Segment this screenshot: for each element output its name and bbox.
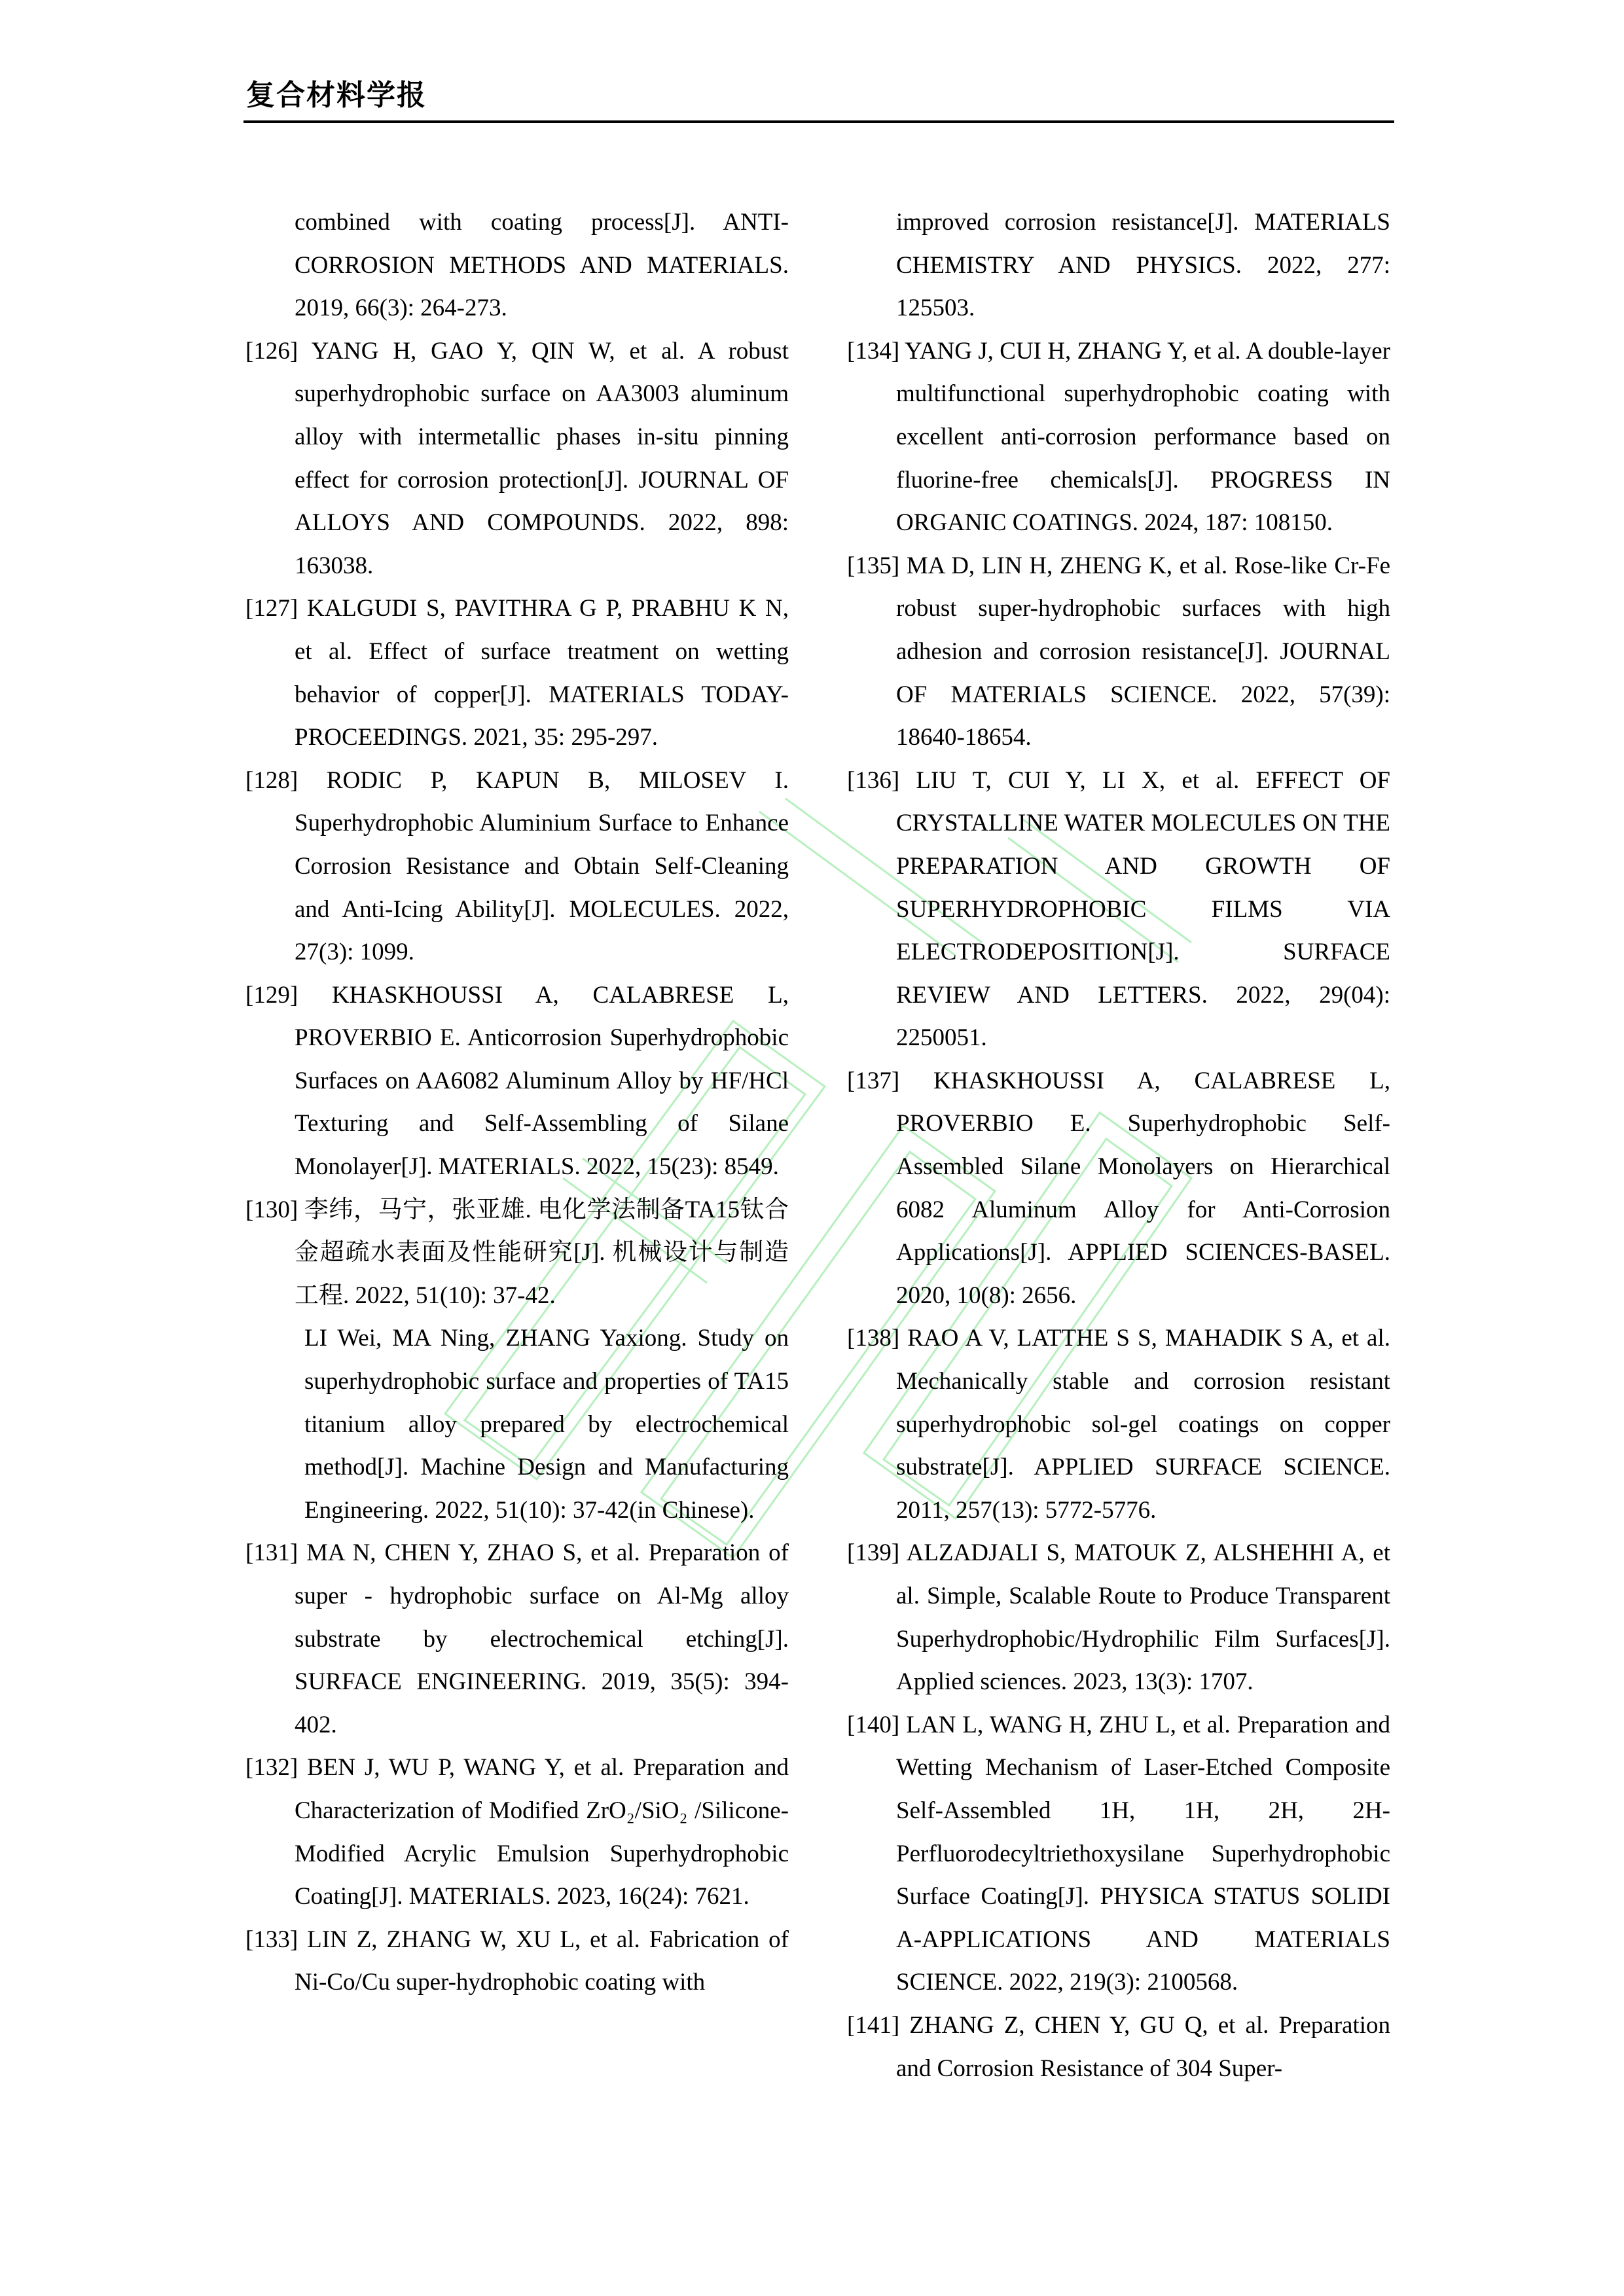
right-column [847,201,1390,2090]
reference-127 [245,587,789,759]
reference-text: LAN L, WANG H, ZHU L, et al. Preparation and Wetting Mechanism of Laser-Etched Composite Self-Assembled 1H, 1H, 2H, 2H-Perfluorodecyltriethoxysilane Superhydrophobic Surface Coating[J]. PHYSICA STATUS SOLIDI A-APPLICATIONS AND MATERIALS SCIENCE. 2022, 219(3): 2100568. [896,1711,1391,1996]
reference-137 [847,1060,1390,1318]
reference-text: YANG H, GAO Y, QIN W, et al. A robust superhydrophobic surface on AA3003 aluminum alloy with intermetallic phases in-situ pinning effect for corrosion protection[J]. JOURNAL OF ALLOYS AND COMPOUNDS. 2022, 898: 163038. [295,337,789,579]
reference-text: KHASKHOUSSI A, CALABRESE L, PROVERBIO E. Superhydrophobic Self-Assembled Silane Monolayers on Hierarchical 6082 Aluminum Alloy for Anti-Corrosion Applications[J]. APPLIED SCIENCES-BASEL. 2020, 10(8): 2656. [896,1067,1391,1309]
reference-131 [245,1532,789,1746]
reference-number: [135] [847,552,900,579]
reference-text: ALZADJALI S, MATOUK Z, ALSHEHHI A, et al. Simple, Scalable Route to Produce Transparent Superhydrophobic/Hydrophilic Film Surfaces[J]. Applied sciences. 2023, 13(3): 1707. [896,1539,1390,1696]
reference-continued-top-left [245,201,789,330]
reference-136 [847,759,1390,1060]
reference-129 [245,974,789,1189]
reference-number: [136] [847,766,900,794]
reference-continued-top-right [847,201,1390,330]
reference-130 [245,1189,789,1318]
reference-text: KHASKHOUSSI A, CALABRESE L, PROVERBIO E. Anticorrosion Superhydrophobic Surfaces on AA6082 Aluminum Alloy by HF/HCl Texturing and Self-Assembling of Silane Monolayer[J]. MATERIALS. 2022, 15(23): 8549. [295,981,789,1181]
reference-text: ZHANG Z, CHEN Y, GU Q, et al. Preparation and Corrosion Resistance of 304 Super- [896,2011,1391,2082]
reference-135 [847,545,1390,759]
reference-141 [847,2004,1390,2090]
page-header [244,71,1394,123]
reference-number: [138] [847,1325,900,1352]
reference-text: BEN J, WU P, WANG Y, et al. Preparation and Characterization of Modified ZrO₂/SiO₂ /Silicone-Modified Acrylic Emulsion Superhydrophobic Coating[J]. MATERIALS. 2023, 16(24): 7621. [295,1754,789,1910]
reference-number: [134] [847,337,900,365]
reference-text: 李纬，马宁，张亚雄. 电化学法制备TA15钛合金超疏水表面及性能研究[J]. 机械设计与制造工程. 2022, 51(10): 37-42. [295,1196,789,1309]
reference-138 [847,1317,1390,1532]
reference-number: [131] [245,1539,298,1567]
reference-text: LIN Z, ZHANG W, XU L, et al. Fabrication of Ni-Co/Cu super-hydrophobic coating with [295,1926,789,1996]
reference-number: [127] [245,595,298,622]
reference-number: [129] [245,981,298,1009]
reference-139 [847,1532,1390,1703]
reference-130-english: LI Wei, MA Ning, ZHANG Yaxiong. Study on superhydrophobic surface and properties of TA15 titanium alloy prepared by electrochemical method[J]. Machine Design and Manufacturing Engineering. 2022, 51(10): 37-42(in Chinese). [304,1325,789,1524]
journal-title: 复合材料学报 [246,79,427,112]
reference-number: [137] [847,1067,900,1094]
reference-text: LIU T, CUI Y, LI X, et al. EFFECT OF CRYSTALLINE WATER MOLECULES ON THE PREPARATION AND GROWTH OF SUPERHYDROPHOBIC FILMS VIA ELECTRODEPOSITION[J]. SURFACE REVIEW AND LETTERS. 2022, 29(04): 2250051. [896,766,1390,1052]
reference-number: [140] [847,1711,900,1738]
left-column [245,201,789,2004]
reference-text: RAO A V, LATTHE S S, MAHADIK S A, et al. Mechanically stable and corrosion resistant superhydrophobic sol-gel coatings on copper substrate[J]. APPLIED SURFACE SCIENCE. 2011, 257(13): 5772-5776. [896,1325,1391,1524]
reference-number: [130] [245,1196,298,1223]
reference-number: [126] [245,337,298,365]
reference-140 [847,1704,1390,2004]
reference-text: KALGUDI S, PAVITHRA G P, PRABHU K N, et al. Effect of surface treatment on wetting behavior of copper[J]. MATERIALS TODAY-PROCEEDINGS. 2021, 35: 295-297. [295,595,789,751]
reference-132 [245,1746,789,1918]
reference-number: [128] [245,766,298,794]
reference-number: [133] [245,1926,298,1953]
reference-number: [139] [847,1539,900,1567]
reference-128 [245,759,789,974]
reference-number: [132] [245,1754,298,1782]
reference-text: YANG J, CUI H, ZHANG Y, et al. A double-layer multifunctional superhydrophobic coating with excellent anti-corrosion performance based on fluorine-free chemicals[J]. PROGRESS IN ORGANIC COATINGS. 2024, 187: 108150. [896,337,1390,537]
reference-134 [847,330,1390,545]
reference-text: RODIC P, KAPUN B, MILOSEV I. Superhydrophobic Aluminium Surface to Enhance Corrosion Resistance and Obtain Self-Cleaning and Anti-Icing Ability[J]. MOLECULES. 2022, 27(3): 1099. [295,766,789,966]
reference-text: MA D, LIN H, ZHENG K, et al. Rose-like Cr-Fe robust super-hydrophobic surfaces with high adhesion and corrosion resistance[J]. JOURNAL OF MATERIALS SCIENCE. 2022, 57(39): 18640-18654. [896,552,1390,751]
reference-126 [245,330,789,588]
reference-133 [245,1918,789,2004]
reference-text: combined with coating process[J]. ANTI-CORROSION METHODS AND MATERIALS. 2019, 66(3): 264-273. [295,209,789,322]
reference-text: MA N, CHEN Y, ZHAO S, et al. Preparation of super - hydrophobic surface on Al-Mg alloy substrate by electrochemical etching[J]. SURFACE ENGINEERING. 2019, 35(5): 394-402. [295,1539,789,1738]
reference-number: [141] [847,2011,900,2039]
reference-text: improved corrosion resistance[J]. MATERIALS CHEMISTRY AND PHYSICS. 2022, 277: 125503. [896,209,1390,322]
